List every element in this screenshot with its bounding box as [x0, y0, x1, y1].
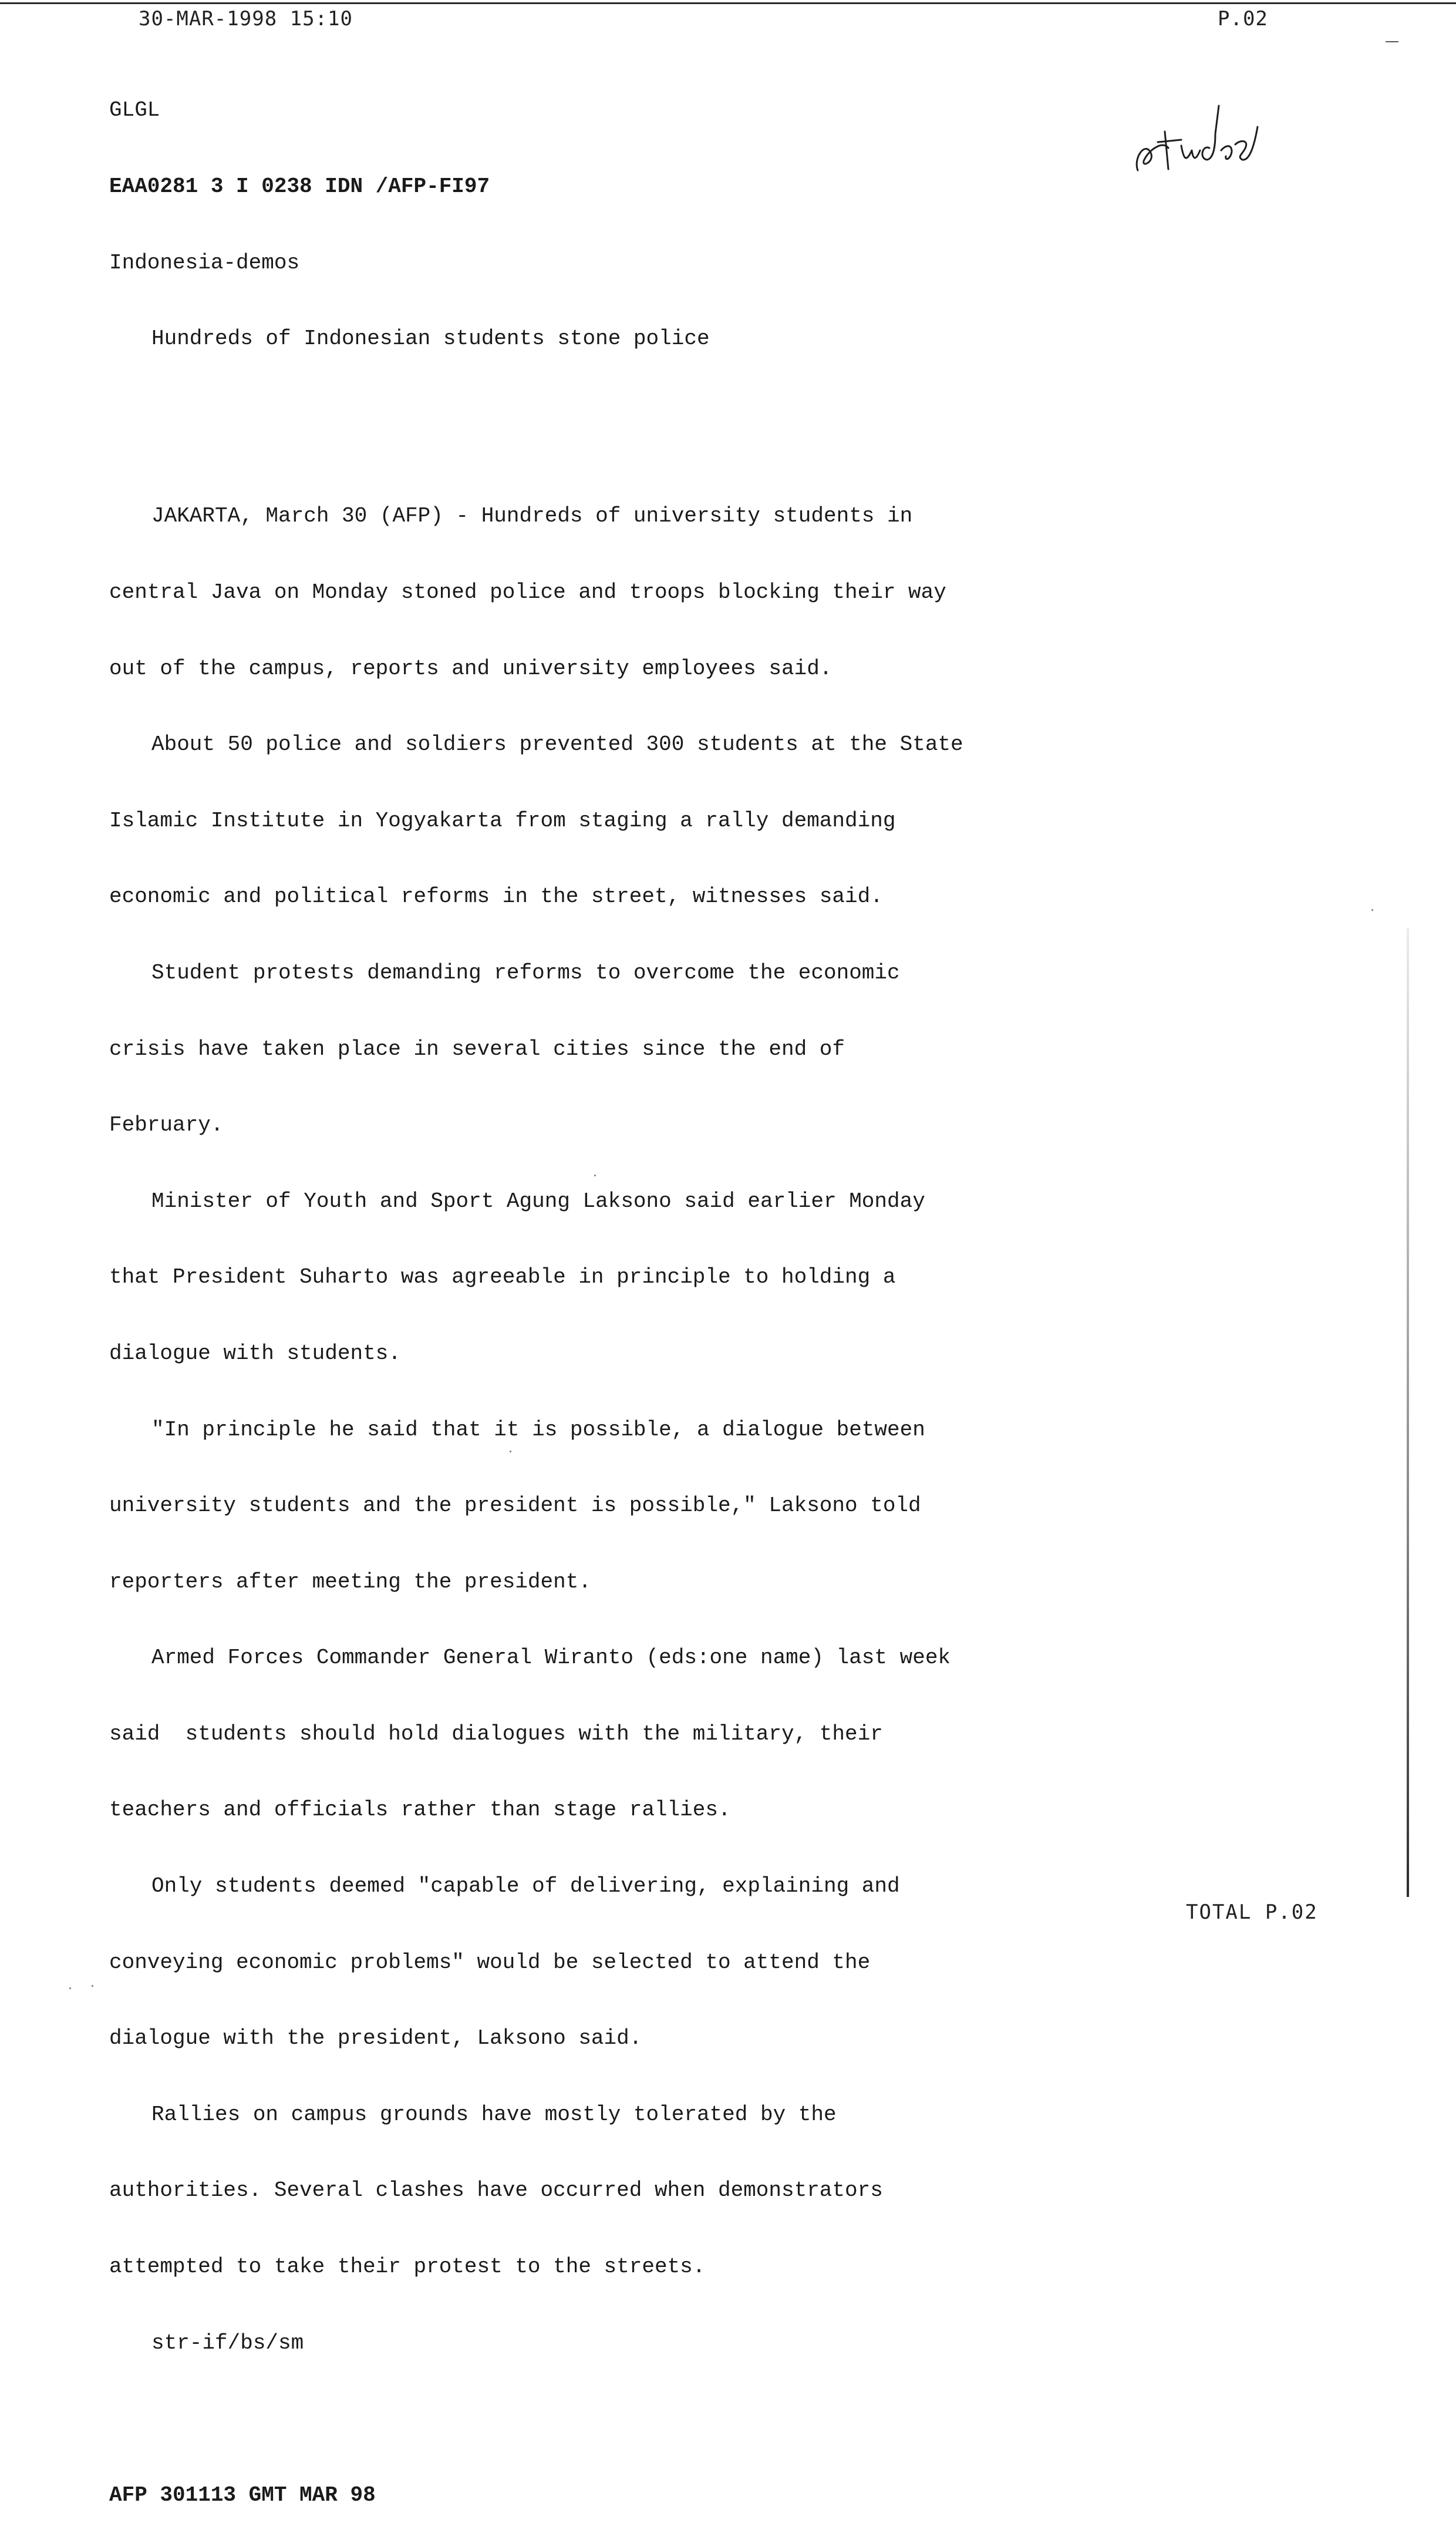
body-line: authorities. Several clashes have occurred when demonstrators	[109, 2178, 883, 2203]
scan-speck	[92, 1985, 93, 1987]
body-line: Only students deemed "capable of delivering, explaining and	[151, 1874, 900, 1899]
body-line: out of the campus, reports and university employees said.	[109, 656, 833, 681]
body-line: crisis have taken place in several cities since the end of	[109, 1037, 845, 1061]
story-signoff: str-if/bs/sm	[151, 2330, 304, 2355]
body-line: dialogue with the president, Laksono said.	[109, 2026, 642, 2051]
scan-mark	[1386, 41, 1398, 42]
story-headline: Hundreds of Indonesian students stone police	[151, 327, 710, 351]
handwritten-note-image	[1127, 70, 1268, 188]
body-line: conveying economic problems" would be selected to attend the	[109, 1950, 871, 1974]
body-line: economic and political reforms in the street, witnesses said.	[109, 884, 883, 909]
fax-datetime: 30-MAR-1998 15:10	[139, 7, 353, 31]
body-line: Armed Forces Commander General Wiranto (eds:one name) last week	[151, 1646, 951, 1670]
body-line: Student protests demanding reforms to overcome the economic	[151, 960, 900, 985]
body-line: teachers and officials rather than stage rallies.	[109, 1798, 731, 1822]
body-line: university students and the president is possible," Laksono told	[109, 1493, 921, 1518]
scan-speck	[69, 1987, 71, 1989]
fax-top-border	[0, 2, 1456, 4]
story-slug: Indonesia-demos	[109, 250, 300, 275]
body-line: February.	[109, 1113, 224, 1138]
scan-edge-shadow	[1407, 928, 1409, 1897]
body-line: that President Suharto was agreeable in principle to holding a	[109, 1265, 896, 1290]
body-line: attempted to take their protest to the streets.	[109, 2255, 706, 2279]
story-dateline-footer: AFP 301113 GMT MAR 98	[109, 2482, 376, 2507]
handwritten-note	[1127, 70, 1268, 188]
body-line: Islamic Institute in Yogyakarta from staging a rally demanding	[109, 808, 896, 833]
spacer	[109, 402, 1107, 428]
body-line: JAKARTA, March 30 (AFP) - Hundreds of university students in	[151, 504, 913, 529]
body-line: Rallies on campus grounds have mostly tolerated by the	[151, 2102, 837, 2127]
routing-code: GLGL	[109, 98, 160, 123]
wire-story	[109, 47, 1107, 2533]
body-line: reporters after meeting the president.	[109, 1569, 591, 1594]
fax-total-pages: TOTAL P.02	[1186, 1900, 1318, 1924]
scan-speck	[594, 1175, 596, 1176]
body-line: central Java on Monday stoned police and troops blocking their way	[109, 580, 946, 604]
body-line: dialogue with students.	[109, 1341, 401, 1365]
body-line: Minister of Youth and Sport Agung Laksono said earlier Monday	[151, 1189, 925, 1213]
spacer	[109, 2406, 1107, 2431]
scan-speck	[1371, 909, 1373, 911]
story-code: EAA0281 3 I 0238 IDN /AFP-FI97	[109, 174, 490, 199]
body-line: said students should hold dialogues with the military, their	[109, 1721, 883, 1746]
fax-header	[0, 0, 1456, 35]
body-line: "In principle he said that it is possible, a dialogue between	[151, 1417, 925, 1442]
body-line: About 50 police and soldiers prevented 300 students at the State	[151, 732, 963, 757]
fax-page-number: P.02	[1218, 7, 1268, 31]
scan-speck	[510, 1451, 511, 1452]
